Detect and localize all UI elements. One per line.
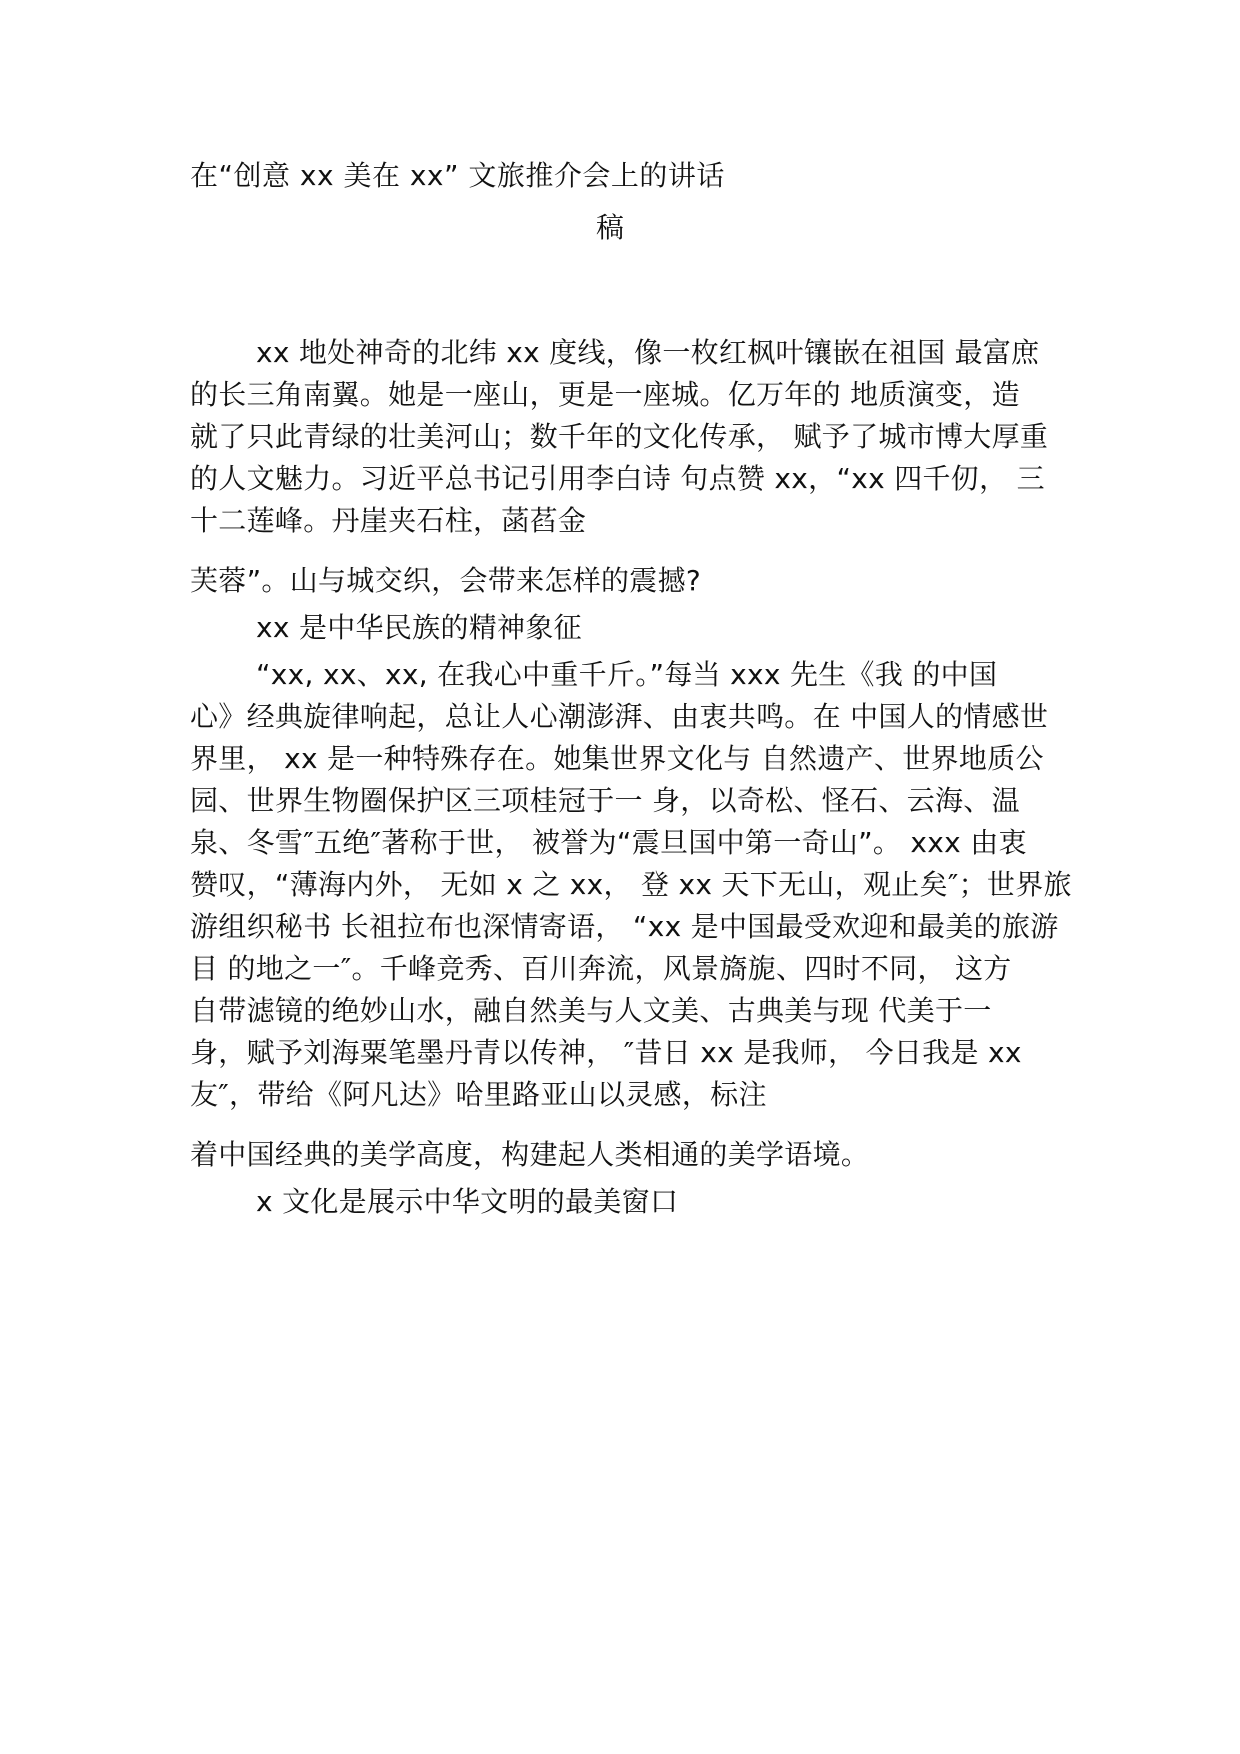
body-line: 身，赋予刘海粟笔墨丹青以传神， ″昔日 xx 是我师， 今日我是 xx (190, 1036, 1022, 1069)
body-line: 友″，带给《阿凡达》哈里路亚山以灵感，标注 (190, 1078, 767, 1111)
section-heading: x 文化是展示中华文明的最美窗口 (256, 1185, 679, 1218)
body-line: 游组织秘书 长祖拉布也深情寄语， “xx 是中国最受欢迎和最美的旅游 (190, 910, 1059, 943)
body-line: 的长三角南翼。她是一座山，更是一座城。亿万年的 地质演变，造 (190, 378, 1020, 411)
body-line: 园、世界生物圈保护区三项桂冠于一 身，以奇松、怪石、云海、温 (190, 784, 1020, 817)
body-line: 自带滤镜的绝妙山水，融自然美与人文美、古典美与现 代美于一 (190, 994, 992, 1027)
body-line: 的人文魅力。习近平总书记引用李白诗 句点赞 xx，“xx 四千仞， 三 (190, 462, 1045, 495)
body-line: xx 地处神奇的北纬 xx 度线，像一枚红枫叶镶嵌在祖国 最富庶 (256, 336, 1040, 369)
body-line: 就了只此青绿的壮美河山；数千年的文化传承， 赋予了城市博大厚重 (190, 420, 1049, 453)
body-line: 芙蓉”。山与城交织，会带来怎样的震撼? (190, 564, 702, 597)
body-line: 十二莲峰。丹崖夹石柱，菡萏金 (190, 504, 587, 537)
section-heading: xx 是中华民族的精神象征 (256, 611, 582, 644)
body-line: 心》经典旋律响起，总让人心潮澎湃、由衷共鸣。在 中国人的情感世 (190, 700, 1049, 733)
body-line: 泉、冬雪″五绝″著称于世， 被誉为“震旦国中第一奇山”。 xxx 由衷 (190, 826, 1027, 859)
body-line: “xx, xx、xx, 在我心中重千斤。”每当 xxx 先生《我 的中国 (256, 658, 998, 691)
document-title: 在“创意 xx 美在 xx” 文旅推介会上的讲话 (190, 159, 725, 192)
document-title-continuation: 稿 (596, 211, 625, 244)
body-line: 着中国经典的美学高度，构建起人类相通的美学语境。 (190, 1138, 870, 1171)
body-line: 赞叹，“薄海内外， 无如 x 之 xx， 登 xx 天下无山，观止矣″；世界旅 (190, 868, 1072, 901)
body-line: 界里， xx 是一种特殊存在。她集世界文化与 自然遗产、世界地质公 (190, 742, 1044, 775)
body-line: 目 的地之一″。千峰竞秀、百川奔流，风景旖旎、四时不同， 这方 (190, 952, 1012, 985)
